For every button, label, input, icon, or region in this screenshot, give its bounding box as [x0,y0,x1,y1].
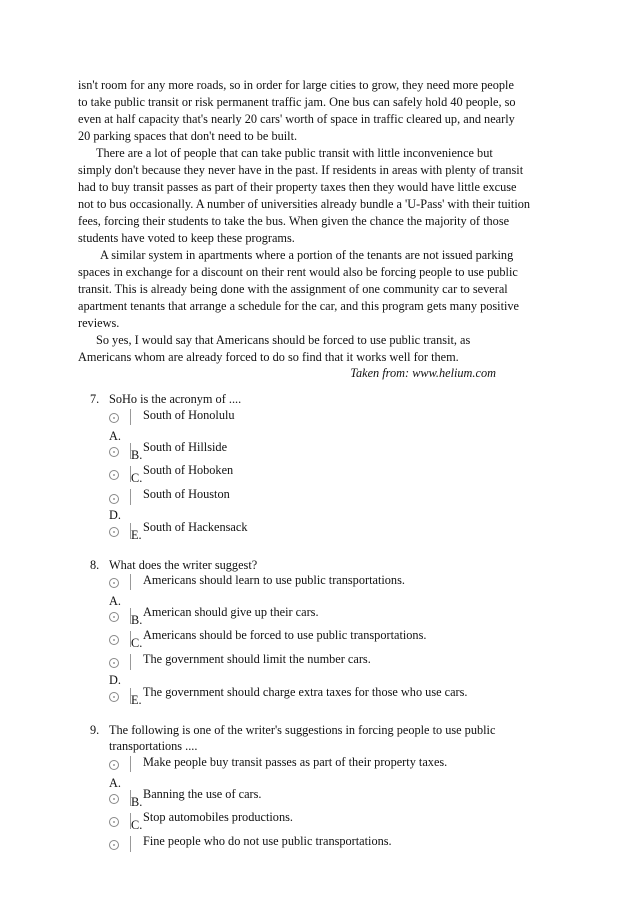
option-letter: B. [131,448,143,462]
radio-button[interactable] [109,658,119,668]
radio-button[interactable] [109,578,119,588]
passage-line: fees, forcing their students to take the bus. When given the chance the majority of those [78,214,510,228]
radio-button[interactable] [109,527,119,537]
passage-line: students have voted to keep these programs. [78,231,295,245]
passage-line: 20 parking spaces that don't need to be built. [78,129,298,143]
option-letter: C. [131,471,143,485]
option-divider [130,836,131,852]
option-text: The government should charge extra taxes for those who use cars. [143,685,468,699]
question-number: 9. [90,723,100,737]
question-number: 7. [90,392,100,406]
source-attribution: Taken from: www.helium.com [350,366,496,380]
option-divider [130,489,131,505]
passage-line: spaces in exchange for a discount on their rent would also be forcing people to use public [78,265,518,279]
radio-button[interactable] [109,413,119,423]
option-divider [130,574,131,590]
option-text: Banning the use of cars. [143,787,262,801]
passage-line: transit. This is already being done with the assignment of one community car to several [78,282,508,296]
radio-button[interactable] [109,635,119,645]
option-text: South of Houston [143,487,230,501]
question-text: What does the writer suggest? [109,558,258,572]
passage-line: Americans whom are already forced to do so find that it works well for them. [78,350,459,364]
option-text: South of Hillside [143,440,228,454]
option-letter: C. [131,636,143,650]
passage-line: So yes, I would say that Americans should be forced to use public transit, as [96,333,471,347]
option-letter: B. [131,795,143,809]
option-letter: E. [131,693,142,707]
passage-line: A similar system in apartments where a portion of the tenants are not issued parking [100,248,514,262]
option-letter: A. [109,776,121,790]
option-text: South of Honolulu [143,408,235,422]
option-letter: B. [131,613,143,627]
option-text: Americans should be forced to use public transportations. [143,628,427,642]
radio-button[interactable] [109,840,119,850]
option-divider [130,654,131,670]
option-text: Make people buy transit passes as part of their property taxes. [143,755,448,769]
radio-button[interactable] [109,447,119,457]
radio-button[interactable] [109,494,119,504]
option-letter: A. [109,594,121,608]
passage-line: simply don't because they never have in the past. If residents in areas with plenty of transit [78,163,524,177]
passage-line: to take public transit or risk permanent traffic jam. One bus can safely hold 40 people, so [78,95,516,109]
option-text: The government should limit the number cars. [143,652,371,666]
question-number: 8. [90,558,100,572]
passage-line: had to buy transit passes as part of their property taxes then they would have little excuse [78,180,517,194]
question-text: SoHo is the acronym of .... [109,392,242,406]
option-letter: D. [109,673,121,687]
passage-line: not to bus occasionally. A number of universities already bundle a 'U-Pass' with their tuition [78,197,531,211]
option-text: Stop automobiles productions. [143,810,293,824]
option-text: American should give up their cars. [143,605,319,619]
option-text: Americans should learn to use public transportations. [143,573,405,587]
option-text: South of Hoboken [143,463,234,477]
radio-button[interactable] [109,760,119,770]
option-text: South of Hackensack [143,520,248,534]
passage-line: There are a lot of people that can take public transit with little inconvenience but [96,146,493,160]
option-letter: E. [131,528,142,542]
radio-button[interactable] [109,794,119,804]
question-text: transportations .... [109,739,198,753]
option-text: Fine people who do not use public transportations. [143,834,392,848]
radio-button[interactable] [109,817,119,827]
option-divider [130,756,131,772]
passage-line: apartment tenants that arrange a schedule for the car, and this program gets many positive [78,299,520,313]
option-letter: D. [109,508,121,522]
option-divider [130,409,131,425]
radio-button[interactable] [109,612,119,622]
radio-button[interactable] [109,470,119,480]
option-letter: A. [109,429,121,443]
passage-line: even at half capacity that's nearly 20 cars' worth of space in traffic cleared up, and nearly [78,112,515,126]
passage-line: isn't room for any more roads, so in order for large cities to grow, they need more people [78,78,514,92]
radio-button[interactable] [109,692,119,702]
option-letter: C. [131,818,143,832]
question-text: The following is one of the writer's suggestions in forcing people to use public [109,723,496,737]
passage-line: reviews. [78,316,120,330]
